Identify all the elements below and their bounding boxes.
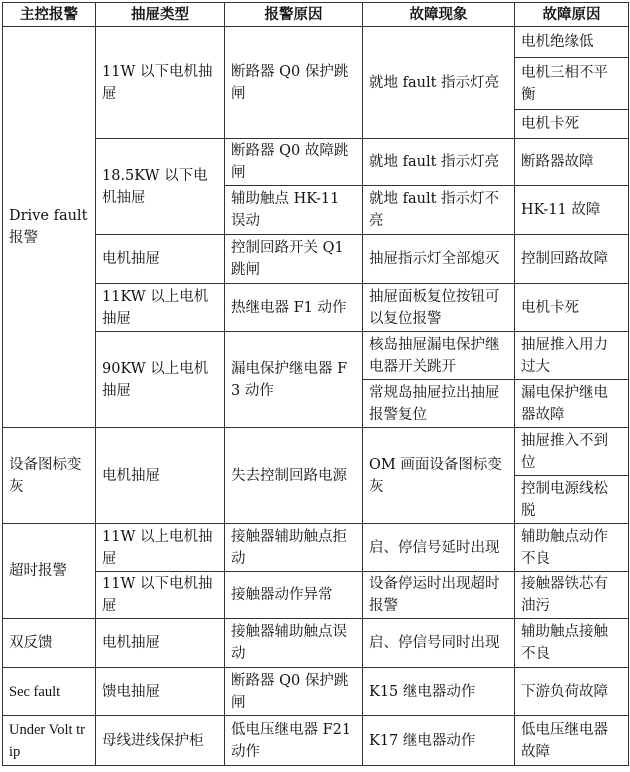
cell-fault-phenomenon: 就地 fault 指示灯亮 <box>363 27 515 139</box>
table-row <box>3 524 629 572</box>
cell-fault-phenomenon: 抽屉指示灯全部熄灭 <box>363 235 515 284</box>
table-row <box>3 332 629 380</box>
cell-main-alarm: 设备图标变灰 <box>3 428 96 524</box>
cell-fault-cause: 电机卡死 <box>515 284 629 332</box>
cell-alarm-reason: 热继电器 F1 动作 <box>225 284 363 332</box>
header-alarm-reason: 报警原因 <box>225 3 363 27</box>
cell-fault-cause: 低电压继电器故障 <box>515 716 629 766</box>
cell-fault-cause: 抽屉推入用力过大 <box>515 332 629 380</box>
table-row <box>3 27 629 58</box>
table-row <box>3 428 629 476</box>
header-drawer-type: 抽屉类型 <box>96 3 225 27</box>
cell-main-alarm: Sec fault <box>3 668 96 716</box>
table-row <box>3 235 629 284</box>
cell-drawer-type: 90KW 以上电机抽屉 <box>96 332 225 428</box>
cell-alarm-reason: 断路器 Q0 保护跳闸 <box>225 27 363 139</box>
cell-fault-phenomenon: 就地 fault 指示灯不亮 <box>363 186 515 235</box>
cell-drawer-type: 18.5KW 以下电机抽屉 <box>96 139 225 235</box>
cell-alarm-reason: 低电压继电器 F21 动作 <box>225 716 363 766</box>
cell-fault-cause: 漏电保护继电器故障 <box>515 380 629 428</box>
cell-fault-phenomenon: 抽屉面板复位按钮可以复位报警 <box>363 284 515 332</box>
cell-fault-phenomenon: K15 继电器动作 <box>363 668 515 716</box>
cell-fault-cause: 电机卡死 <box>515 110 629 139</box>
cell-drawer-type: 电机抽屉 <box>96 428 225 524</box>
cell-alarm-reason: 失去控制回路电源 <box>225 428 363 524</box>
cell-main-alarm: 双反馈 <box>3 619 96 668</box>
cell-fault-phenomenon: K17 继电器动作 <box>363 716 515 766</box>
cell-fault-phenomenon: 启、停信号同时出现 <box>363 619 515 668</box>
cell-fault-cause: 辅助触点接触不良 <box>515 619 629 668</box>
cell-fault-cause: 电机绝缘低 <box>515 27 629 58</box>
cell-fault-phenomenon: OM 画面设备图标变灰 <box>363 428 515 524</box>
cell-drawer-type: 11W 以下电机抽屉 <box>96 27 225 139</box>
cell-fault-cause: 接触器铁芯有油污 <box>515 572 629 619</box>
table-row <box>3 284 629 332</box>
cell-fault-cause: 下游负荷故障 <box>515 668 629 716</box>
cell-alarm-reason: 接触器动作异常 <box>225 572 363 619</box>
cell-drawer-type: 11KW 以上电机抽屉 <box>96 284 225 332</box>
cell-fault-cause: 电机三相不平衡 <box>515 58 629 110</box>
cell-alarm-reason: 断路器 Q0 故障跳闸 <box>225 139 363 186</box>
alarm-fault-table <box>2 2 629 766</box>
cell-fault-phenomenon: 就地 fault 指示灯亮 <box>363 139 515 186</box>
cell-drawer-type: 母线进线保护柜 <box>96 716 225 766</box>
table-row <box>3 139 629 186</box>
cell-fault-phenomenon: 常规岛抽屉拉出抽屉报警复位 <box>363 380 515 428</box>
cell-fault-cause: 抽屉推入不到位 <box>515 428 629 476</box>
cell-drawer-type: 11W 以下电机抽屉 <box>96 572 225 619</box>
table-row <box>3 619 629 668</box>
cell-fault-phenomenon: 设备停运时出现超时报警 <box>363 572 515 619</box>
cell-drawer-type: 馈电抽屉 <box>96 668 225 716</box>
cell-fault-cause: 断路器故障 <box>515 139 629 186</box>
cell-fault-cause: 控制电源线松脱 <box>515 476 629 524</box>
cell-main-alarm: Under Volt trip <box>3 716 96 766</box>
cell-drawer-type: 电机抽屉 <box>96 235 225 284</box>
cell-fault-phenomenon: 核岛抽屉漏电保护继电器开关跳开 <box>363 332 515 380</box>
cell-fault-cause: 控制回路故障 <box>515 235 629 284</box>
cell-main-alarm: Drive fault 报警 <box>3 27 96 428</box>
header-main-alarm: 主控报警 <box>3 3 96 27</box>
header-fault-cause: 故障原因 <box>515 3 629 27</box>
cell-fault-cause: 辅助触点动作不良 <box>515 524 629 572</box>
cell-alarm-reason: 漏电保护继电器 F3 动作 <box>225 332 363 428</box>
table-row <box>3 668 629 716</box>
cell-drawer-type: 11W 以上电机抽屉 <box>96 524 225 572</box>
cell-drawer-type: 电机抽屉 <box>96 619 225 668</box>
cell-main-alarm: 超时报警 <box>3 524 96 619</box>
table-row <box>3 716 629 766</box>
cell-fault-cause: HK-11 故障 <box>515 186 629 235</box>
cell-alarm-reason: 接触器辅助触点误动 <box>225 619 363 668</box>
cell-alarm-reason: 辅助触点 HK-11 误动 <box>225 186 363 235</box>
cell-alarm-reason: 控制回路开关 Q1 跳闸 <box>225 235 363 284</box>
cell-alarm-reason: 断路器 Q0 保护跳闸 <box>225 668 363 716</box>
cell-fault-phenomenon: 启、停信号延时出现 <box>363 524 515 572</box>
header-fault-phenomenon: 故障现象 <box>363 3 515 27</box>
table-row <box>3 572 629 619</box>
table-header-row <box>3 3 629 27</box>
cell-alarm-reason: 接触器辅助触点拒动 <box>225 524 363 572</box>
